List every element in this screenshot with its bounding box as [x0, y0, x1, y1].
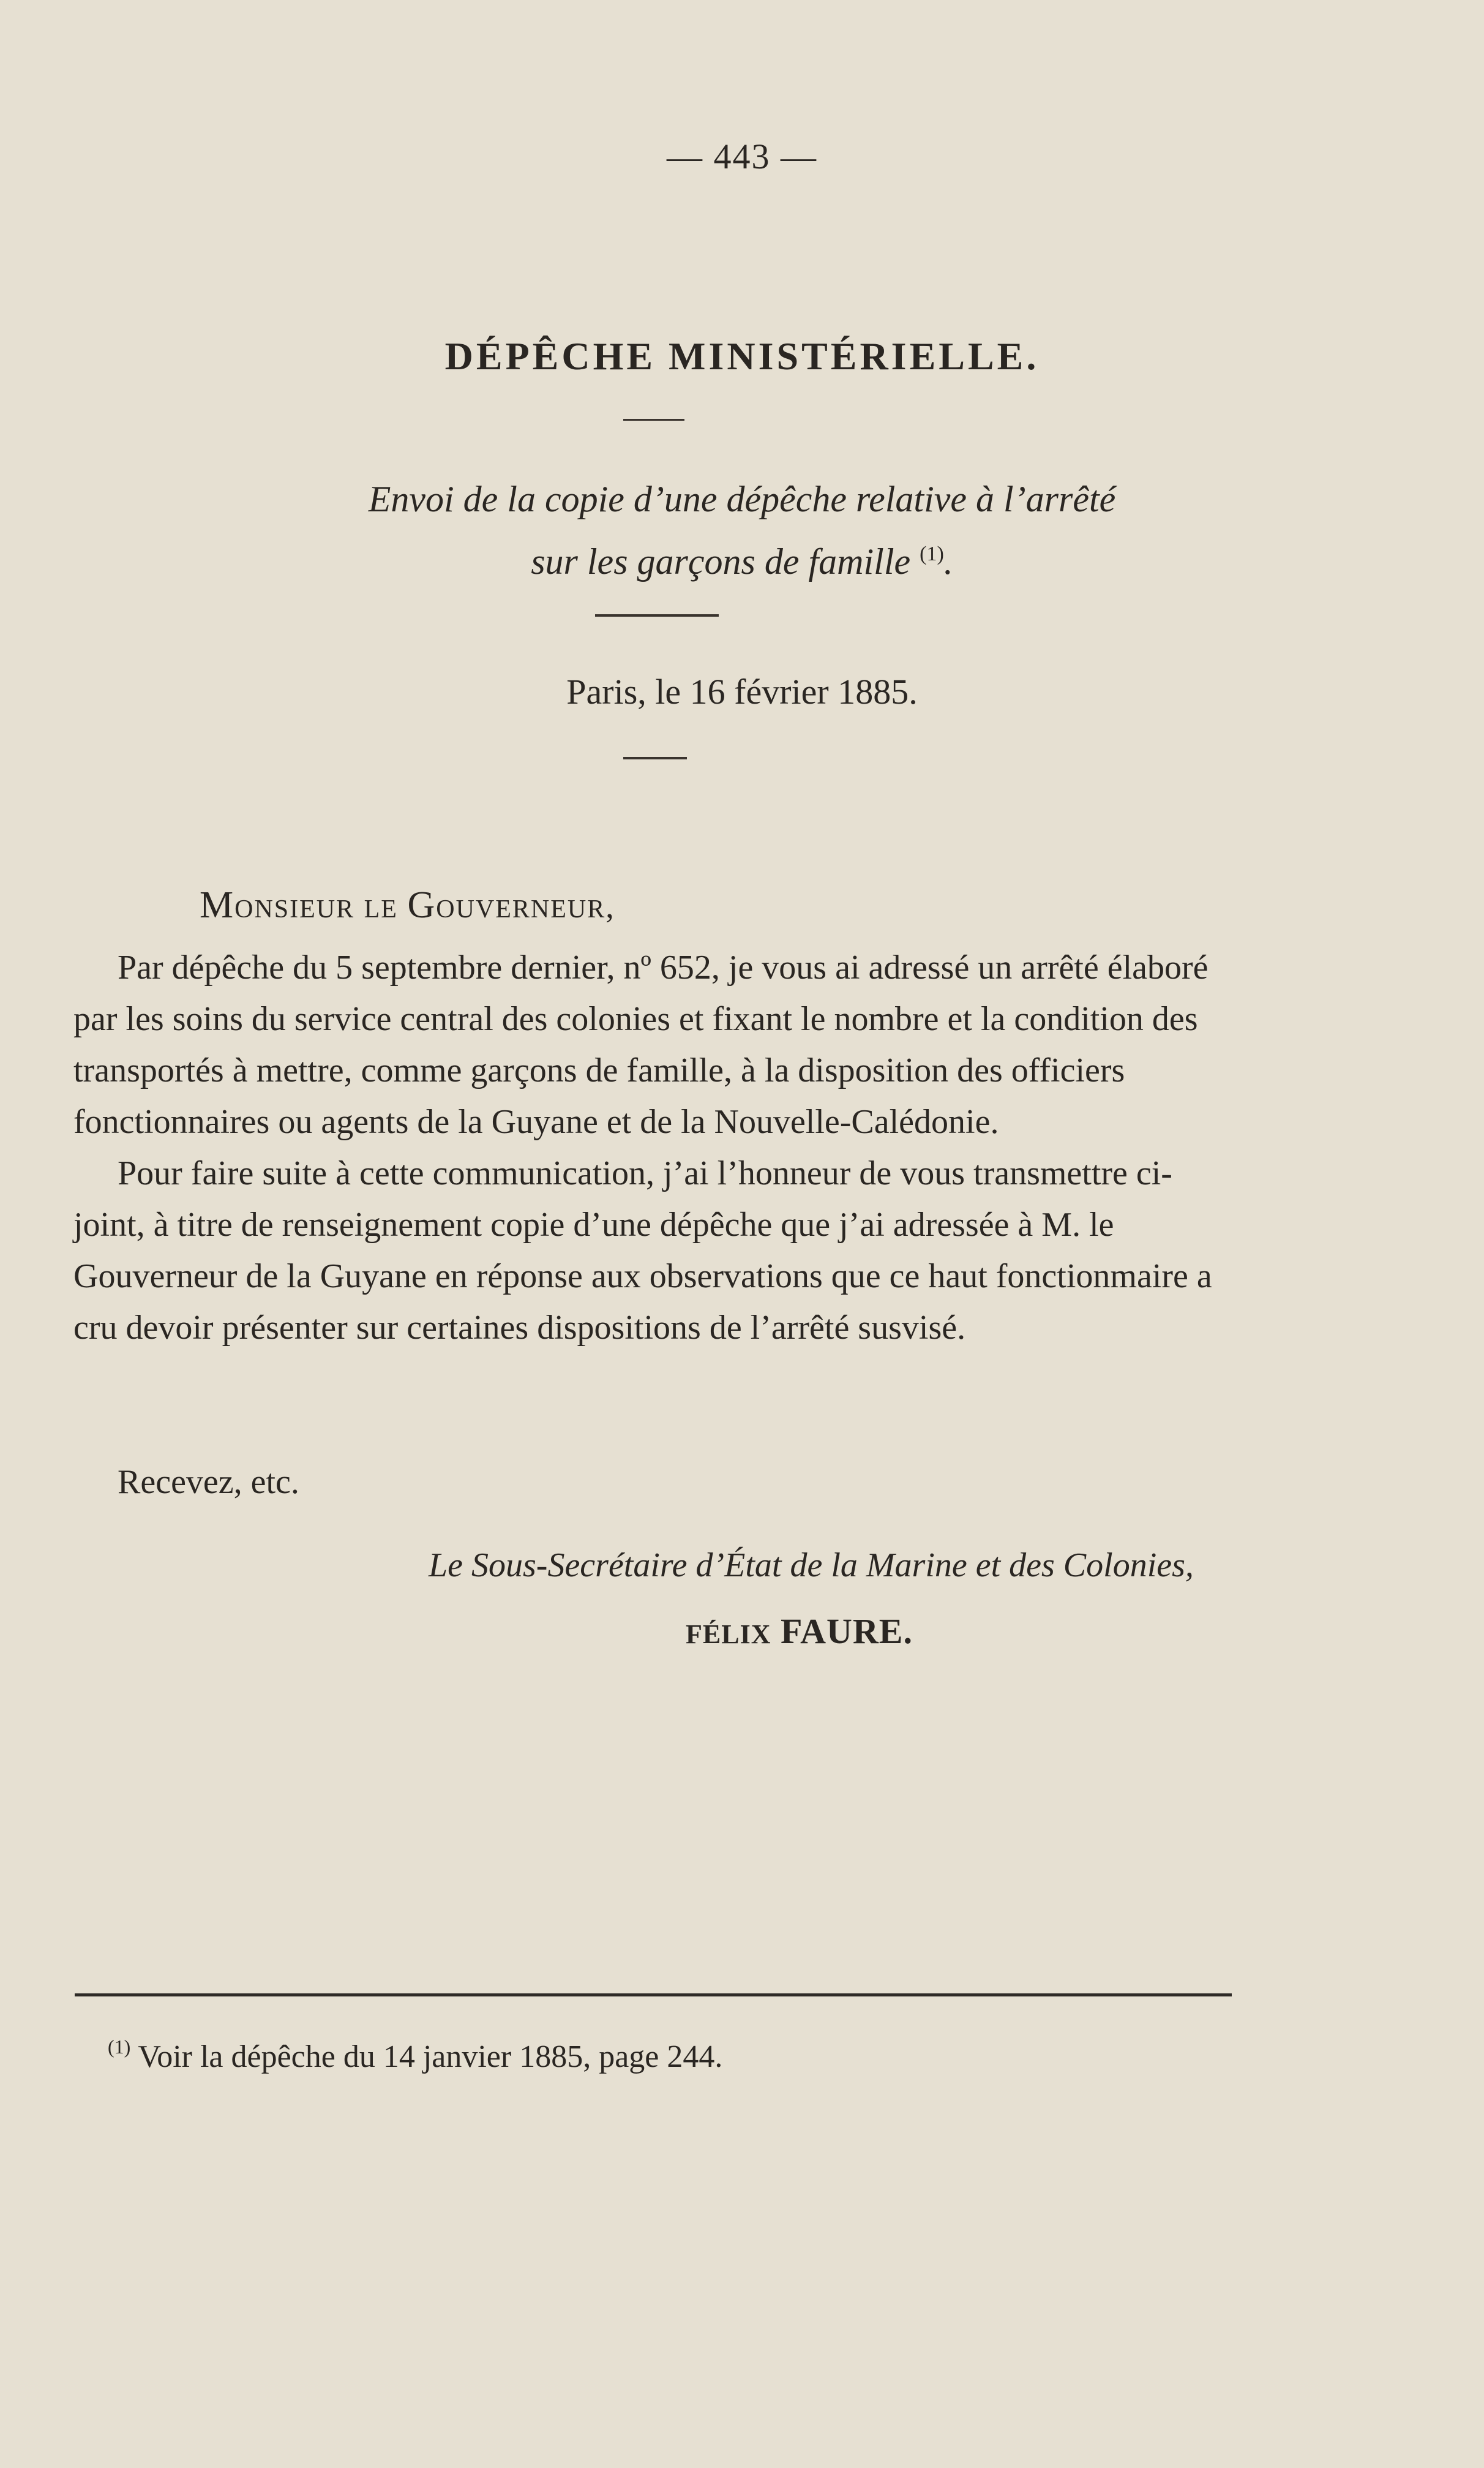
subtitle-line-2: [0, 527, 1484, 589]
footnote-divider: [75, 1993, 1232, 1996]
salutation: MONSIEUR LE GOUVERNEUR,: [200, 884, 615, 926]
subtitle-line-2-text: sur les garçons de famille: [531, 541, 911, 582]
signatory-name: [686, 1611, 913, 1652]
signatory-first-name: FÉLIX: [686, 1619, 771, 1649]
date-rule: [623, 757, 687, 759]
subtitle-line-2-end: .: [943, 541, 953, 582]
paragraph-2: Pour faire suite à cette communication, j’ai l’honneur de vous transmettre ci-joint, à titre de renseignement copie d’une dépêche que j’ai adressée à M. le Gouverneur de la Guyane en réponse aux observations que ce haut fonctionmaire a cru devoir présenter sur certaines dispositions de l’arrêté susvisé.: [73, 1154, 1212, 1347]
subtitle-line-1: Envoi de la copie d’une dépêche relative à l’arrêté: [368, 479, 1116, 519]
subtitle-footnote-mark[interactable]: (1): [920, 543, 944, 565]
page-number: — 443 —: [667, 137, 817, 176]
heading-rule: [623, 419, 684, 421]
document-subtitle: [0, 472, 1484, 589]
document-date: Paris, le 16 février 1885.: [566, 672, 918, 712]
closing: Recevez, etc.: [118, 1463, 299, 1501]
signatory-last-name: FAURE.: [780, 1611, 913, 1651]
footnote-mark: (1): [108, 2036, 131, 2058]
subtitle-rule: [595, 614, 719, 617]
footnote-text: Voir la dépêche du 14 janvier 1885, page 244.: [138, 2039, 723, 2074]
paragraph-1: Par dépêche du 5 septembre dernier, nº 652, je vous ai adressé un arrêté élaboré par les soins du service central des colonies et fixant le nombre et la condition des transportés à mettre, comme garçons de famille, à la disposition des officiers fonctionnaires ou agents de la Guyane et de la Nouvelle-Calédonie.: [73, 949, 1209, 1141]
footnote: [108, 2036, 722, 2075]
signatory-title: Le Sous-Secrétaire d’État de la Marine et des Colonies,: [429, 1546, 1194, 1584]
letter-body: [73, 942, 1237, 1353]
document-heading: DÉPÊCHE MINISTÉRIELLE.: [444, 334, 1040, 378]
